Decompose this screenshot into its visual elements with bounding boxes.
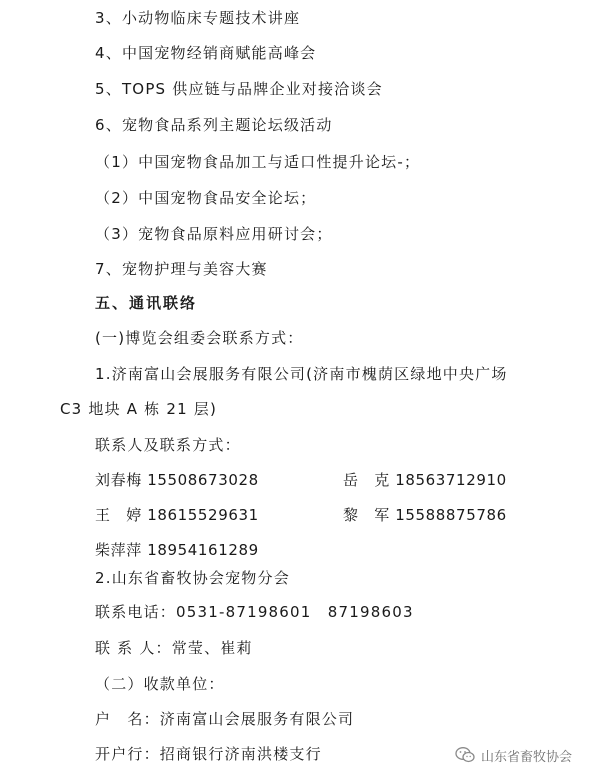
contacts-label: 联系人及联系方式：	[95, 436, 241, 454]
contact-phone: 15588875786	[395, 506, 507, 524]
sub-item-3: （3）宠物食品原料应用研讨会；	[95, 225, 333, 243]
sub-item-1: （1）中国宠物食品加工与适口性提升论坛-；	[95, 153, 421, 171]
payee-heading: （二）收款单位：	[95, 675, 225, 693]
list-item-7: 7、宠物护理与美容大赛	[95, 260, 268, 278]
section-heading: 五、通讯联络	[95, 294, 198, 312]
list-item-5: 5、TOPS 供应链与品牌企业对接洽谈会	[95, 80, 383, 98]
contact-name: 柴萍萍	[95, 541, 142, 559]
wechat-icon	[455, 746, 475, 764]
account-name-line: 户 名：济南富山会展服务有限公司	[95, 710, 355, 728]
contact-entry	[95, 540, 259, 560]
watermark-text: 山东省畜牧协会	[481, 749, 573, 765]
bank-line: 开户行：招商银行济南洪楼支行	[95, 745, 322, 763]
contact-name: 岳 克	[343, 471, 390, 489]
contact-phone: 15508673028	[147, 471, 259, 489]
company-line-3: 2.山东省畜牧协会宠物分会	[95, 569, 290, 587]
contact-entry	[343, 505, 507, 525]
phone-line: 联系电话：0531-87198601 87198603	[95, 603, 414, 621]
list-item-3: 3、小动物临床专题技术讲座	[95, 9, 301, 27]
contact-entry	[343, 470, 507, 490]
contact-phone: 18954161289	[147, 541, 259, 559]
list-item-6: 6、宠物食品系列主题论坛级活动	[95, 116, 333, 134]
contact-name: 黎 军	[343, 506, 390, 524]
contact-name: 王 婷	[95, 506, 142, 524]
contact-phone: 18615529631	[147, 506, 259, 524]
contact-entry	[95, 505, 259, 525]
contact-person-line: 联 系 人：常莹、崔莉	[95, 639, 253, 657]
list-item-4: 4、中国宠物经销商赋能高峰会	[95, 44, 317, 62]
contact-name: 刘春梅	[95, 471, 142, 489]
sub-item-2: （2）中国宠物食品安全论坛；	[95, 189, 317, 207]
committee-contact-heading: (一)博览会组委会联系方式：	[95, 329, 304, 347]
watermark	[455, 744, 572, 766]
contact-phone: 18563712910	[395, 471, 507, 489]
company-line-1: 1.济南富山会展服务有限公司(济南市槐荫区绿地中央广场	[95, 365, 508, 383]
company-line-2: C3 地块 A 栋 21 层)	[60, 400, 218, 418]
contact-entry	[95, 470, 259, 490]
